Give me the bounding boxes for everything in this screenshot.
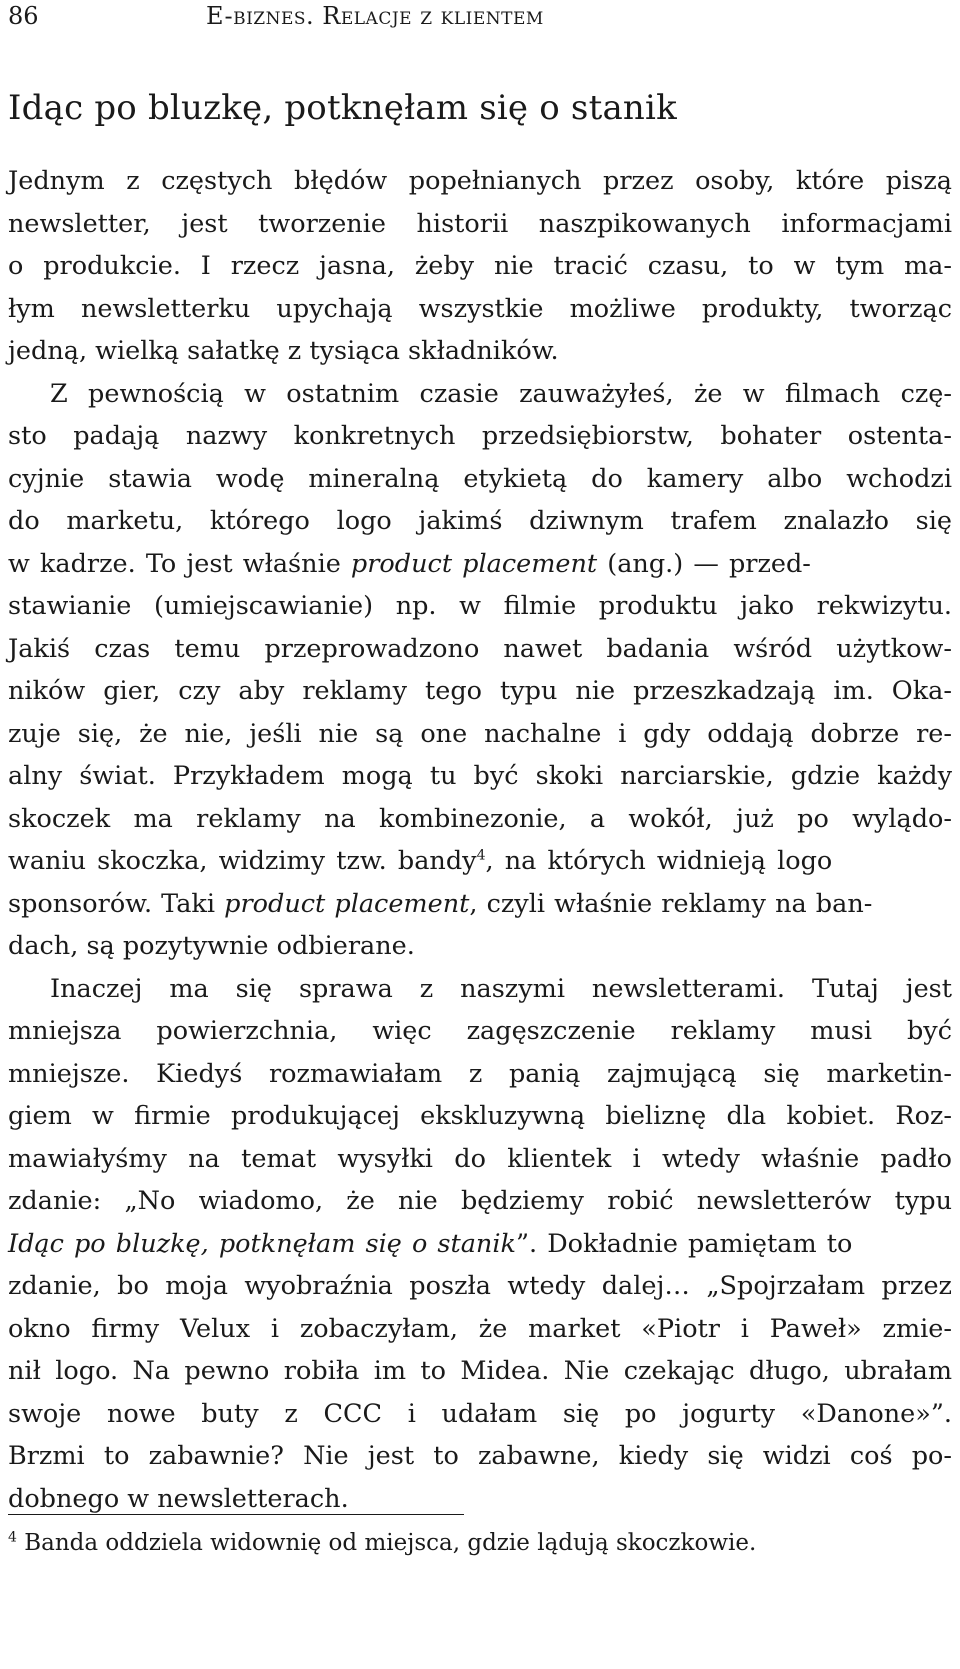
text-line: Inaczej ma się sprawa z naszymi newsletterami. Tutaj jest <box>50 973 952 1004</box>
text-run: (ang.) — przed- <box>597 548 811 579</box>
text-line <box>8 840 952 883</box>
italic-term: product placement <box>224 888 470 919</box>
text-line: do marketu, którego logo jakimś dziwnym trafem znalazło się <box>8 506 952 536</box>
text-line: skoczek ma reklamy na kombinezonie, a wokół, już po wylądo- <box>8 803 952 834</box>
text-line: zdanie, bo moja wyobraźnia poszła wtedy dalej… „Spojrzałam przez <box>8 1271 952 1301</box>
text-line: swoje nowe buty z CCC i udałam się po jogurty «Danone»”. <box>8 1398 952 1429</box>
text-line: mniejsza powierzchnia, więc zagęszczenie reklamy musi być <box>8 1016 952 1046</box>
text-run: ”. Dokładnie pamiętam to <box>515 1228 853 1259</box>
text-line: mniejsze. Kiedyś rozmawiałam z panią zajmującą się marketin- <box>8 1058 952 1089</box>
text-line: zdanie: „No wiadomo, że nie będziemy robić newsletterów typu <box>8 1186 952 1216</box>
footnote-marker: 4 <box>8 1529 17 1546</box>
text-line: newsletter, jest tworzenie historii naszpikowanych informacjami <box>8 208 952 239</box>
body-text <box>8 160 952 1520</box>
text-line: cyjnie stawia wodę mineralną etykietą do kamery albo wchodzi <box>8 463 952 494</box>
section-title: Idąc po bluzkę, potknęłam się o stanik <box>8 88 677 128</box>
text-line: Brzmi to zabawnie? Nie jest to zabawne, kiedy się widzi coś po- <box>8 1441 952 1471</box>
text-run: w kadrze. To jest właśnie <box>8 548 351 579</box>
text-line <box>8 883 952 926</box>
text-line: jedną, wielką sałatkę z tysiąca składników. <box>8 336 559 366</box>
text-line: stawianie (umiejscawianie) np. w filmie produktu jako rekwizytu. <box>8 591 952 621</box>
text-line: łym newsletterku upychają wszystkie możliwe produkty, tworząc <box>8 293 952 324</box>
italic-term: product placement <box>350 548 598 579</box>
page-number: 86 <box>8 2 39 30</box>
text-line <box>8 543 952 586</box>
text-line: okno firmy Velux i zobaczyłam, że market «Piotr i Paweł» zmie- <box>8 1313 952 1344</box>
text-run: , na których widnieją logo <box>485 846 833 876</box>
text-line <box>8 1223 952 1266</box>
page-header <box>8 2 952 34</box>
text-run: sponsorów. Taki <box>8 888 225 919</box>
footnote <box>8 1526 952 1560</box>
footnote-ref: 4 <box>476 847 486 864</box>
running-title: E-biznes. Relacje z klientem <box>206 2 544 30</box>
text-line: Jakiś czas temu przeprowadzono nawet badania wśród użytkow- <box>8 633 952 664</box>
footnote-rule <box>8 1514 464 1515</box>
text-line: alny świat. Przykładem mogą tu być skoki narciarskie, gdzie każdy <box>8 761 952 791</box>
text-line: o produkcie. I rzecz jasna, żeby nie tracić czasu, to w tym ma- <box>8 251 952 281</box>
text-line: Jednym z częstych błędów popełnianych przez osoby, które piszą <box>8 166 952 196</box>
text-line: dach, są pozytywnie odbierane. <box>8 931 415 961</box>
text-line: ników gier, czy aby reklamy tego typu nie przeszkadzają im. Oka- <box>8 676 952 706</box>
text-line: zuje się, że nie, jeśli nie są one nachalne i gdy oddają dobrze re- <box>8 718 952 749</box>
text-line: dobnego w newsletterach. <box>8 1483 349 1514</box>
footnote-text: Banda oddziela widownię od miejsca, gdzie lądują skoczkowie. <box>16 1530 757 1556</box>
text-line: nił logo. Na pewno robiła im to Midea. Nie czekając długo, ubrałam <box>8 1356 952 1386</box>
text-line: Z pewnością w ostatnim czasie zauważyłeś, że w filmach czę- <box>50 378 952 409</box>
italic-title: Idąc po bluzkę, potknęłam się o stanik <box>8 1228 516 1259</box>
text-run: waniu skoczka, widzimy tzw. bandy <box>8 846 477 876</box>
book-page <box>8 0 952 1669</box>
text-line: mawiałyśmy na temat wysyłki do klientek i wtedy właśnie padło <box>8 1143 952 1174</box>
text-line: giem w firmie produkującej ekskluzywną bieliznę dla kobiet. Roz- <box>8 1101 952 1131</box>
text-run: , czyli właśnie reklamy na ban- <box>469 888 873 919</box>
text-line: sto padają nazwy konkretnych przedsiębiorstw, bohater ostenta- <box>8 421 952 451</box>
